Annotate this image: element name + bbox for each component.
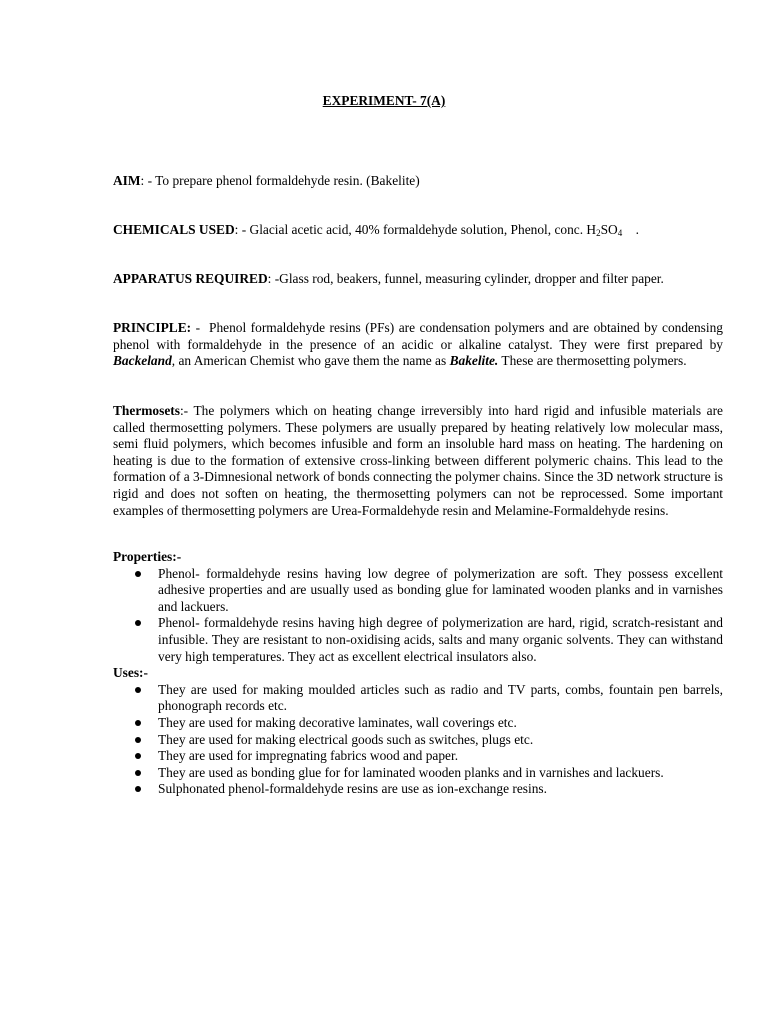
list-item: Phenol- formaldehyde resins having low degree of polymerization are soft. They possess excellent adhesive properties and are usually used as bonding glue for laminated wooden planks and in varnishes and lackuers. [113,566,723,616]
bullet-icon [135,786,141,792]
properties-list [113,566,723,666]
bullet-icon [135,737,141,743]
chemicals-end: . [622,222,639,237]
properties-section [113,549,723,798]
chemicals-label: CHEMICALS USED [113,222,235,237]
principle-text-3: These are thermosetting polymers. [498,353,687,369]
bullet-icon [135,770,141,776]
list-item: Sulphonated phenol-formaldehyde resins are use as ion-exchange resins. [113,781,723,798]
bullet-icon [135,687,141,693]
list-item: They are used as bonding glue for for laminated wooden planks and in varnishes and lackuers. [113,765,723,782]
apparatus-paragraph [113,271,723,288]
principle-text-1: - Phenol formaldehyde resins (PFs) are condensation polymers and are obtained by condensing phenol with formaldehyde in the presence of an acidic or alkaline catalyst. They were first prepared by [113,320,727,352]
principle-backeland: Backeland [113,353,172,369]
thermosets-paragraph [113,403,723,519]
bullet-icon [135,571,141,577]
principle-paragraph [113,320,727,370]
principle-bakelite: Bakelite. [449,353,499,369]
list-item: They are used for making moulded articles such as radio and TV parts, combs, fountain pen barrels, phonograph records etc. [113,682,723,715]
list-item: They are used for impregnating fabrics wood and paper. [113,748,723,765]
principle-label: PRINCIPLE: [113,320,192,335]
chemicals-paragraph [113,222,723,239]
chemicals-subscript-4: 4 [617,228,623,238]
chemicals-text: : - Glacial acetic acid, 40% formaldehyde solution, Phenol, conc. H [234,222,597,237]
aim-label: AIM [113,173,141,188]
uses-list [113,682,723,798]
principle-text-2: , an American Chemist who gave them the name as [171,353,450,369]
page-title: EXPERIMENT- 7(A) [322,93,446,108]
chemicals-subscript-2: 2 [596,228,601,238]
list-item: They are used for making electrical goods such as switches, plugs etc. [113,732,723,749]
list-item: Phenol- formaldehyde resins having high degree of polymerization are hard, rigid, scratch-resistant and infusible. They are resistant to non-oxidising acids, salts and many organic solvents. They can withstand very high temperatures. They act as excellent electrical insulators also. [113,615,723,665]
bullet-icon [135,720,141,726]
thermosets-text: :- The polymers which on heating change irreversibly into hard rigid and infusible materials are called thermosetting polymers. These polymers are usually prepared by heating relatively low molecular mass, semi fluid polymers, which becomes infusible and form an insoluble hard mass on heating. The hardening on heating is due to the formation of extensive cross-linking between different polymeric chains. This lead to the formation of a 3-Dimnesional network of bonds connecting the polymer chains. Since the 3D network structure is rigid and does not soften on heating, the thermosetting polymers can not be reprocessed. Some important examples of thermosetting polymers are Urea-Formaldehyde resin and Melamine-Formaldehyde resins. [113,403,723,518]
properties-heading: Properties:- [113,549,182,564]
chemicals-so: SO [600,222,618,237]
apparatus-text: : -Glass rod, beakers, funnel, measuring cylinder, dropper and filter paper. [267,271,664,286]
bullet-icon [135,753,141,759]
aim-text: : - To prepare phenol formaldehyde resin. (Bakelite) [140,173,420,188]
uses-heading: Uses:- [113,665,148,681]
thermosets-label: Thermosets [113,403,180,418]
aim-paragraph [113,173,723,190]
bullet-icon [135,620,141,626]
list-item: They are used for making decorative laminates, wall coverings etc. [113,715,723,732]
apparatus-label: APPARATUS REQUIRED [113,271,268,286]
